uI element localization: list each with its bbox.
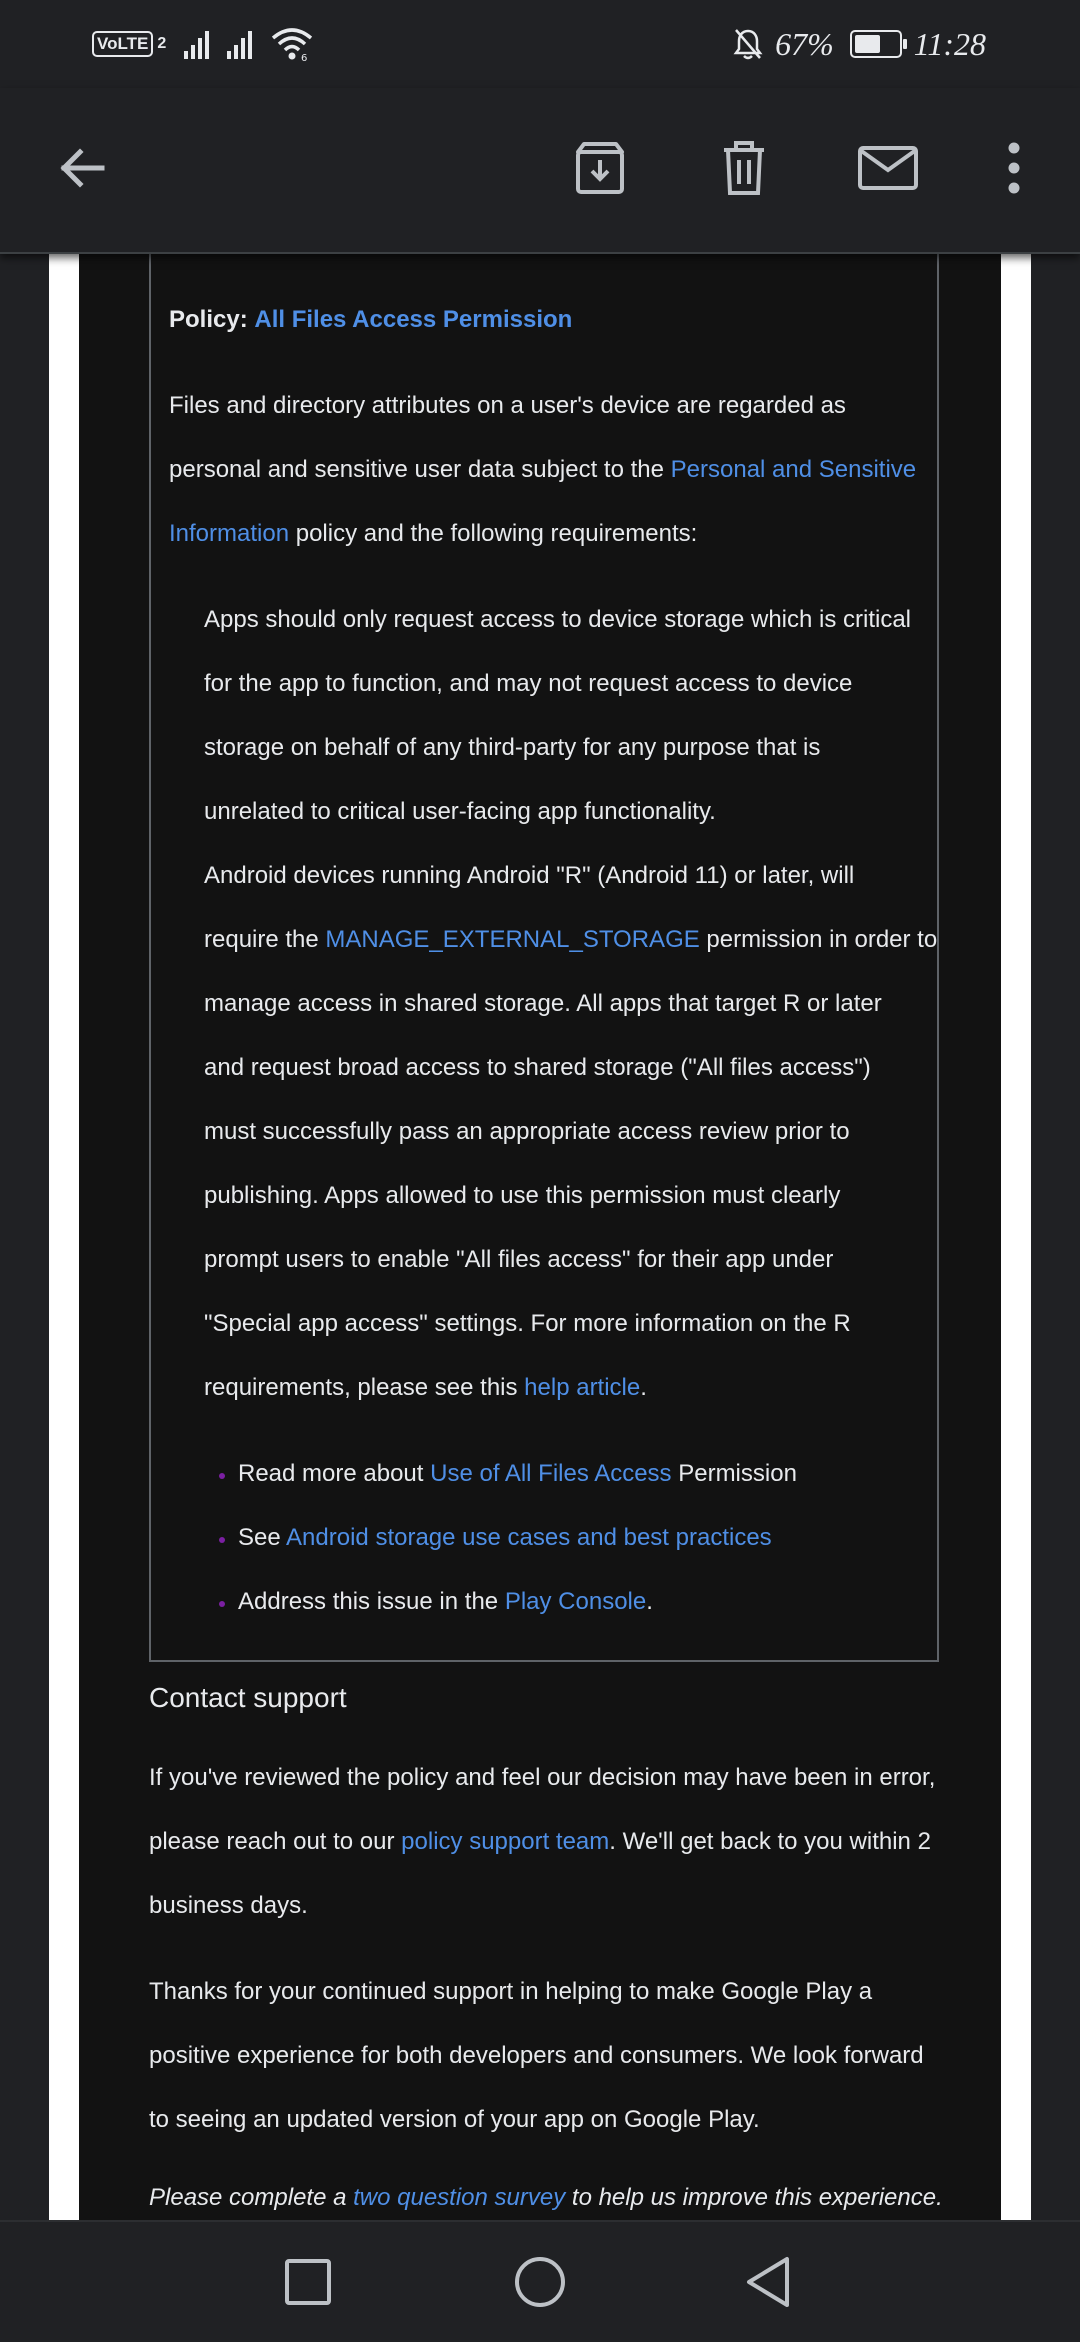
policy-title — [169, 288, 572, 352]
intro-line — [169, 502, 697, 566]
svg-text:6: 6 — [301, 53, 308, 62]
requirement-line: prompt users to enable "All files access" for their app under — [204, 1246, 834, 1273]
survey-text: Please complete a — [149, 2184, 354, 2211]
requirement-text: permission in order to — [699, 926, 938, 953]
requirement-line: for the app to function, and may not request access to device — [204, 670, 853, 697]
recents-square-icon — [284, 2258, 332, 2306]
wifi-icon — [270, 26, 314, 62]
intro-text: personal and sensitive user data subject to the — [169, 456, 671, 483]
intro-text: policy and the following requirements: — [289, 520, 698, 547]
sim-number: 2 — [157, 35, 167, 52]
information-link[interactable]: Information — [169, 520, 290, 547]
intro-line — [169, 438, 916, 502]
email-body[interactable] — [0, 254, 1080, 2220]
requirement-text: requirements, please see this — [204, 1374, 525, 1401]
battery-icon — [850, 30, 902, 58]
requirement-line: unrelated to critical user-facing app functionality. — [204, 798, 716, 825]
requirement-line: publishing. Apps allowed to use this permission must clearly — [204, 1182, 841, 1209]
bullet-dot — [219, 1601, 225, 1607]
contact-text: . We'll get back to you within 2 — [609, 1828, 931, 1855]
email-frame-right — [1001, 254, 1031, 2220]
requirement-text: require the — [204, 926, 326, 953]
requirement-line: Apps should only request access to device storage which is critical — [204, 606, 912, 633]
thanks-line: Thanks for your continued support in helping to make Google Play a — [149, 1978, 873, 2005]
back-triangle-icon — [743, 2255, 793, 2309]
archive-button[interactable] — [556, 124, 644, 212]
contact-line — [149, 1810, 931, 1874]
volte-label: VoLTE — [92, 31, 153, 57]
storage-use-cases-link[interactable]: Android storage use cases and best practices — [286, 1524, 772, 1551]
list-item-text: Read more about — [238, 1460, 431, 1487]
thanks-line: positive experience for both developers and consumers. We look forward — [149, 2042, 924, 2069]
requirement-line: and request broad access to shared storage ("All files access") — [204, 1054, 871, 1081]
requirement-line: manage access in shared storage. All apps that target R or later — [204, 990, 882, 1017]
clock: 11:28 — [913, 25, 986, 62]
requirement-line: "Special app access" settings. For more information on the R — [204, 1310, 851, 1337]
play-console-link[interactable]: Play Console — [504, 1588, 647, 1615]
contact-support-heading: Contact support — [149, 1682, 347, 1713]
bullet-dot — [219, 1473, 225, 1479]
contact-text: please reach out to our — [149, 1828, 402, 1855]
more-options-button[interactable] — [970, 124, 1058, 212]
mark-unread-button[interactable] — [844, 124, 932, 212]
system-back-button[interactable] — [728, 2242, 808, 2322]
survey-link[interactable]: two question survey — [353, 2184, 566, 2211]
policy-link[interactable]: All Files Access Permission — [254, 306, 573, 333]
status-bar-right — [733, 20, 986, 68]
battery-fill — [855, 35, 880, 53]
policy-label: Policy: — [169, 306, 248, 333]
home-button[interactable] — [500, 2242, 580, 2322]
policy-support-team-link[interactable]: policy support team — [401, 1828, 610, 1855]
email-panel — [79, 254, 1001, 2220]
intro-line: Files and directory attributes on a user's device are regarded as — [169, 392, 846, 419]
list-item-text: . — [646, 1588, 653, 1615]
list-item — [238, 1442, 797, 1506]
list-item-text: Address this issue in the — [238, 1588, 505, 1615]
list-item — [238, 1506, 772, 1570]
battery-percent: 67% — [775, 25, 834, 62]
survey-text: to help us improve this experience. — [565, 2184, 943, 2211]
delete-button[interactable] — [700, 124, 788, 212]
list-item — [238, 1570, 653, 1634]
contact-line: business days. — [149, 1892, 308, 1919]
requirement-line — [204, 908, 937, 972]
system-navigation-bar — [0, 2220, 1080, 2342]
requirement-line: must successfully pass an appropriate access review prior to — [204, 1118, 850, 1145]
contact-line: If you've reviewed the policy and feel our decision may have been in error, — [149, 1764, 936, 1791]
survey-line — [149, 2166, 943, 2220]
list-item-text: See — [238, 1524, 287, 1551]
more-vert-icon — [1004, 140, 1024, 196]
personal-sensitive-info-link[interactable]: Personal and Sensitive — [670, 456, 917, 483]
notifications-off-icon — [733, 27, 763, 61]
volte-indicator — [92, 31, 166, 57]
email-frame-left — [49, 254, 79, 2220]
status-bar-left — [92, 24, 314, 64]
archive-icon — [570, 138, 630, 198]
requirement-line: Android devices running Android "R" (Android 11) or later, will — [204, 862, 855, 889]
back-arrow-icon — [54, 140, 110, 196]
list-item-text: Permission — [671, 1460, 797, 1487]
signal-strength-icon-2 — [227, 29, 252, 59]
home-circle-icon — [513, 2255, 567, 2309]
email-toolbar — [0, 88, 1080, 254]
thanks-line: to seeing an updated version of your app on Google Play. — [149, 2106, 760, 2133]
bullet-dot — [219, 1537, 225, 1543]
requirement-line: storage on behalf of any third-party for any purpose that is — [204, 734, 821, 761]
mark-unread-icon — [856, 138, 920, 198]
help-article-link[interactable]: help article — [524, 1374, 641, 1401]
requirement-text: . — [640, 1374, 647, 1401]
use-of-all-files-access-link[interactable]: Use of All Files Access — [430, 1460, 672, 1487]
status-bar — [0, 0, 1080, 88]
manage-external-storage-link[interactable]: MANAGE_EXTERNAL_STORAGE — [325, 926, 700, 953]
back-button[interactable] — [38, 124, 126, 212]
delete-icon — [714, 138, 774, 198]
signal-strength-icon — [184, 29, 209, 59]
recents-button[interactable] — [268, 2242, 348, 2322]
requirement-line — [204, 1356, 647, 1420]
